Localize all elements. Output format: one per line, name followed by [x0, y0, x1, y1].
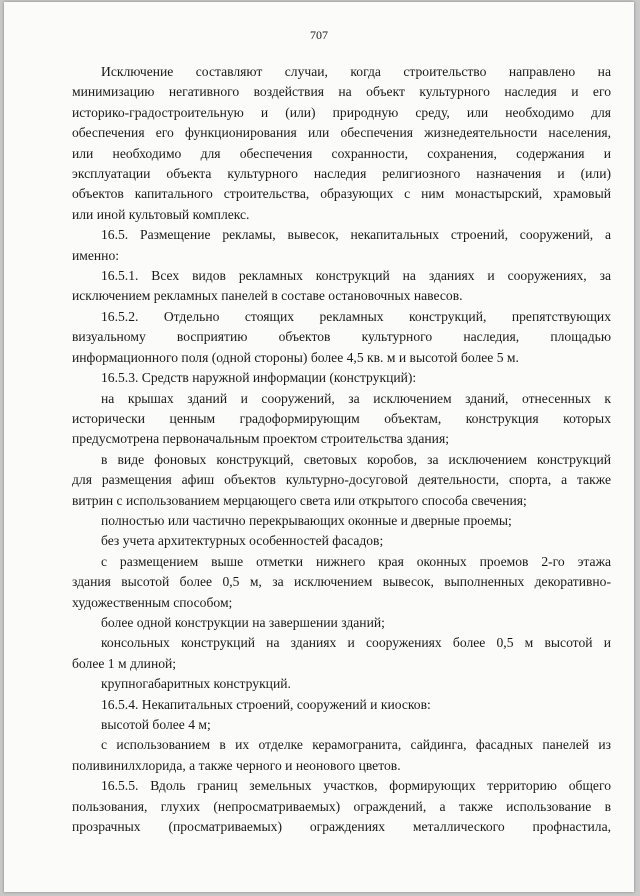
paragraph-line: более 1 м длиной; — [72, 655, 177, 671]
paragraph-line: визуальному восприятию объектов культурного наследия, площадью — [72, 329, 611, 345]
paragraph-line: 16.5.4. Некапитальных строений, сооружений и киосков: — [101, 696, 431, 712]
paragraph-line: предусмотрена первоначальным проектом строительства здания; — [72, 431, 449, 447]
paragraph-line: 16.5.2. Отдельно стоящих рекламных конструкций, препятствующих — [101, 308, 611, 324]
paragraph-line: именно: — [72, 247, 120, 263]
paragraph-line: с использованием в их отделке керамогранита, сайдинга, фасадных панелей из — [101, 737, 611, 753]
paragraph-line: информационного поля (одной стороны) более 4,5 кв. м и высотой более 5 м. — [72, 349, 519, 365]
paragraph-line: или иной культовый комплекс. — [72, 206, 250, 222]
paragraph-line: здания высотой более 0,5 м, за исключением вывесок, выполненных декоративно- — [72, 574, 611, 590]
paragraph-line: прозрачных (просматриваемых) ограждениях металлического профнастила, — [72, 819, 611, 835]
paragraph-line: крупногабаритных конструкций. — [101, 676, 291, 692]
paragraph-line: художественным способом; — [72, 594, 233, 610]
paragraph-line: 16.5. Размещение рекламы, вывесок, некапитальных строений, сооружений, а — [101, 227, 611, 243]
paragraph-line: пользования, глухих (непросматриваемых) ограждений, а также использование в — [72, 798, 611, 814]
paragraph-line: поливинилхлорида, а также черного и неонового цветов. — [72, 757, 401, 773]
paragraph-line: 16.5.3. Средств наружной информации (конструкций): — [101, 370, 417, 386]
paragraph-line: историко-градостроительную и (или) природную среду, или необходимо для — [72, 104, 611, 120]
paragraph-line: полностью или частично перекрывающих оконные и дверные проемы; — [101, 512, 512, 528]
paragraph-line: с размещением выше отметки нижнего края оконных проемов 2-го этажа — [101, 553, 611, 569]
paragraph-line: 16.5.5. Вдоль границ земельных участков, формирующих территорию общего — [101, 778, 611, 794]
paragraph-line: объектов капитального строительства, образующих с ним монастырский, храмовый — [72, 186, 611, 202]
page-number: 707 — [310, 28, 328, 42]
paragraph-line: исключением рекламных панелей в составе остановочных навесов. — [72, 288, 463, 304]
paragraph-line: на крышах зданий и сооружений, за исключением зданий, отнесенных к — [101, 390, 611, 406]
paragraph-line: для размещения афиш объектов культурно-досуговой деятельности, спорта, а также — [72, 472, 611, 488]
paragraph-line: более одной конструкции на завершении зданий; — [101, 614, 385, 630]
paragraph-line: консольных конструкций на зданиях и сооружениях более 0,5 м высотой и — [101, 635, 611, 651]
paragraph-line: минимизацию негативного воздействия на объект культурного наследия и его — [72, 84, 611, 100]
paragraph-line: в виде фоновых конструкций, световых коробов, за исключением конструкций — [101, 451, 611, 467]
paragraph-line: эксплуатации объекта культурного наследия религиозного назначения и (или) — [72, 166, 611, 182]
document-body — [72, 62, 611, 837]
paragraph-line: без учета архитектурных особенностей фасадов; — [101, 533, 384, 549]
paragraph-line: Исключение составляют случаи, когда строительство направлено на — [101, 64, 611, 79]
paragraph-line: 16.5.1. Всех видов рекламных конструкций на зданиях и сооружениях, за — [101, 268, 611, 284]
paragraph-line: или необходимо для обеспечения сохранности, сохранения, содержания и — [72, 145, 611, 161]
paragraph-line: исторически ценным градоформирующим объектам, конструкция которых — [72, 410, 611, 426]
document-page — [4, 2, 634, 892]
paragraph-line: обеспечения его функционирования или обеспечения жизнедеятельности населения, — [72, 125, 611, 141]
paragraph-line: высотой более 4 м; — [101, 717, 211, 732]
paragraph-line: витрин с использованием мерцающего света или открытого способа свечения; — [72, 492, 527, 508]
